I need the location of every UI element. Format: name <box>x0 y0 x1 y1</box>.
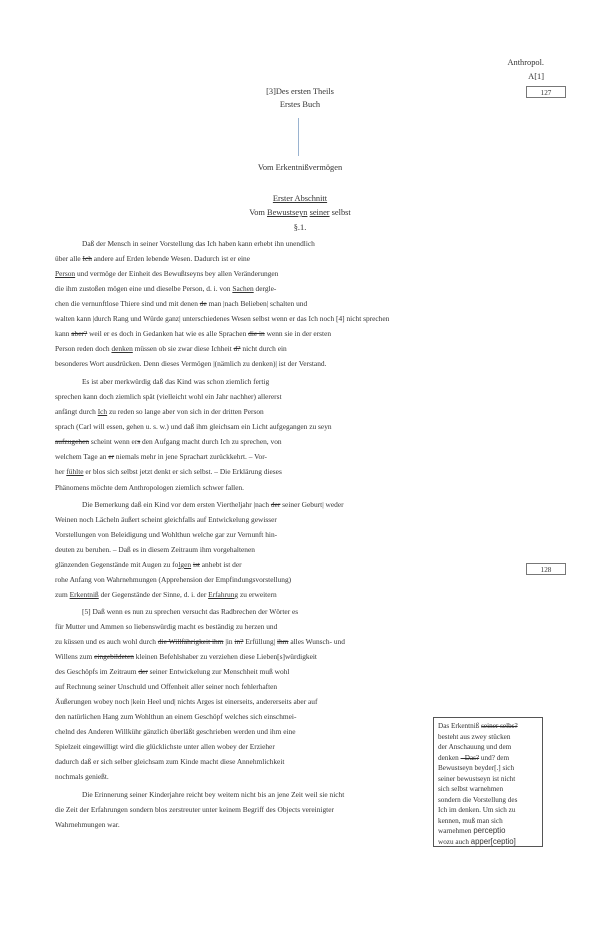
text-line: über alle Ich andere auf Erden lebende Wesen. Dadurch ist er eine <box>55 254 251 263</box>
subtitle-underlined: seiner <box>309 208 330 217</box>
part-title: [3]Des ersten Theils <box>266 87 334 96</box>
text-line: anfängt durch Ich zu reden so lange aber von sich in der dritten Person <box>55 407 264 416</box>
text-line: glänzenden Gegenstände mit Augen zu folgen ist anhebt ist der <box>55 560 242 569</box>
text-line: Weinen noch Lächeln äußert scheint gleichfalls auf Entwickelung gewisser <box>55 515 277 524</box>
header-anthropol: Anthropol. <box>507 58 544 67</box>
text-line: des Geschöpfs im Zeitraum der seiner Entwickelung zur Menschheit muß wohl <box>55 667 290 676</box>
note-line: Bewustseyn beyder[.] sich <box>438 764 515 772</box>
text-line: Äußerungen wobey noch |kein Heel und| nichts Arges ist einerseits, andererseits aber auf <box>55 697 318 706</box>
margin-note <box>433 717 543 847</box>
page-ref-127: 127 <box>526 86 566 98</box>
text-line: Spielzeit eingewilligt wird die glücklichste unter allen wobey der Erzieher <box>55 742 275 751</box>
text-line: kann aber? weil er es doch in Gedanken hat wie es alle Sprachen die in wenn sie in der ersten <box>55 329 332 338</box>
note-line: Das Erkentniß seiner selbs? <box>438 722 518 730</box>
text-line: Phänomens möchte dem Anthropologen ziemlich schwer fallen. <box>55 483 245 492</box>
text-line: Es ist aber merkwürdig daß das Kind was schon ziemlich fertig <box>82 377 270 386</box>
section-title <box>200 193 400 204</box>
text-line: [5] Daß wenn es nun zu sprechen versucht das Radbrechen der Wörter es <box>82 607 299 616</box>
text-line: welchem Tage an er niemals mehr in jene Sprachart zurückkehrt. – Vor- <box>55 452 267 461</box>
text-line: auf Rechnung seiner Unschuld und Offenheit aller seiner noch fehlerhaften <box>55 682 278 691</box>
text-line: nochmals genießt. <box>55 772 109 781</box>
paragraph-number: §.1. <box>293 223 307 232</box>
text-line: her fühlte er blos sich selbst jetzt denkt er sich selbst. – Die Erklärung dieses <box>55 467 282 476</box>
note-line: sich selbst warnehmen <box>438 785 504 793</box>
book-title: Erstes Buch <box>279 100 321 109</box>
note-line: kennen, muß man sich <box>438 816 503 825</box>
text-line: Person und vermöge der Einheit des Bewußtseyns bey allen Veränderungen <box>55 269 279 278</box>
note-line: besteht aus zwey stücken <box>438 732 511 741</box>
page-ref-128: 128 <box>526 563 566 575</box>
text-line: Willens zum eingebildeten kleinen Befehlshaber zu verziehen diese Lieben[s]würdigkeit <box>55 652 317 661</box>
text-line: Daß der Mensch in seiner Vorstellung das Ich haben kann erhebt ihn unendlich <box>82 239 315 248</box>
text-line: sprach (Carl will essen, gehen u. s. w.) und daß ihm gleichsam ein Licht aufgegangen zu seyn <box>55 422 332 431</box>
note-line: seiner bewustseyn ist nicht <box>438 774 516 783</box>
text-line: zu küssen und es auch wohl durch die Willfährigkeit ihm |in in? Erfüllung| ihm alles Wunsch- und <box>55 637 345 646</box>
text-line: Person reden doch denken müssen ob sie zwar diese Ichheit d? nicht durch ein <box>55 344 287 353</box>
text-line: sprechen kann doch ziemlich spät (vielleicht wohl ein Jahr nachher) allererst <box>55 392 282 401</box>
header-sheet-mark: A[1] <box>528 72 544 81</box>
subtitle-underlined: Bewustseyn <box>267 208 308 217</box>
divider-line <box>298 118 299 156</box>
note-line: wozu auch apper[ceptio] <box>438 836 516 846</box>
text-line: deuten zu beruhen. – Daß es in diesem Zeitraum ihm vorgehaltenen <box>55 545 255 554</box>
text-line: die Zeit der Erfahrungen sondern blos zerstreuter unter keinem Begriff des Objects vereinigter <box>55 805 334 814</box>
text-line: rohe Anfang von Wahrnehmungen (Apprehension der Empfindungsvorstellung) <box>55 575 292 584</box>
text-line: dadurch daß er sich selber gleichsam zum Kinde macht diese Annehmlichkeit <box>55 757 285 766</box>
text-line: Vorstellungen von Beleidigung und Wohlthun welche gar zur Vernunft hin- <box>55 530 278 539</box>
note-line: der Anschauung und dem <box>438 743 512 751</box>
note-line: sondern die Vorstellung des <box>438 795 518 804</box>
text-line: zum Erkentniß der Gegenstände der Sinne, d. i. der Erfahrung zu erweitern <box>55 590 277 599</box>
chapter-heading: Vom Erkentnißvermögen <box>257 163 343 172</box>
text-line: chen die vernunftlose Thiere sind und mit denen de man |nach Belieben| schalten und <box>55 299 308 308</box>
subtitle-text: selbst <box>329 208 351 217</box>
section-name: Erster Abschnitt <box>272 194 328 203</box>
text-line: für Mutter und Ammen so liebenswürdig macht es beständig zu herzen und <box>55 622 278 631</box>
text-line: aufzugehen scheint wenn ers den Aufgang macht durch Ich zu sprechen, von <box>55 437 282 446</box>
text-line: Die Erinnerung seiner Kinderjahre reicht bey weitem nicht bis an jene Zeit weil sie nicht <box>82 790 345 799</box>
text-line: Wahrnehmungen war. <box>55 820 120 829</box>
note-line: warnehmen perceptio <box>438 826 506 835</box>
text-line: die ihm zustoßen mögen eine und dieselbe Person, d. i. von Sachen dergle- <box>55 284 277 293</box>
note-line: denken - Das? und? dem <box>438 753 510 762</box>
text-line: Die Bemerkung daß ein Kind vor dem ersten Viertheljahr |nach der seiner Geburt| weder <box>82 500 344 509</box>
subtitle-text: Vom <box>249 208 267 217</box>
text-line: den natürlichen Hang zum Wohlthun an einem Geschöpf welches sich einschmei- <box>55 712 297 721</box>
text-line: chelnd des Anderen Willkühr gänzlich überläßt geschrieben werden und ihm eine <box>55 727 296 736</box>
note-line: Ich im denken. Um sich zu <box>438 806 516 814</box>
text-line: besonderes Wort ausdrücken. Denn dieses Vermögen |(nämlich zu denken)| ist der Verstand. <box>55 359 327 368</box>
section-subtitle <box>200 207 400 218</box>
text-line: walten kann |durch Rang und Würde ganz| unterschiedenes Wesen selbst wenn er das Ich noch [4] nicht sprechen <box>55 314 390 323</box>
